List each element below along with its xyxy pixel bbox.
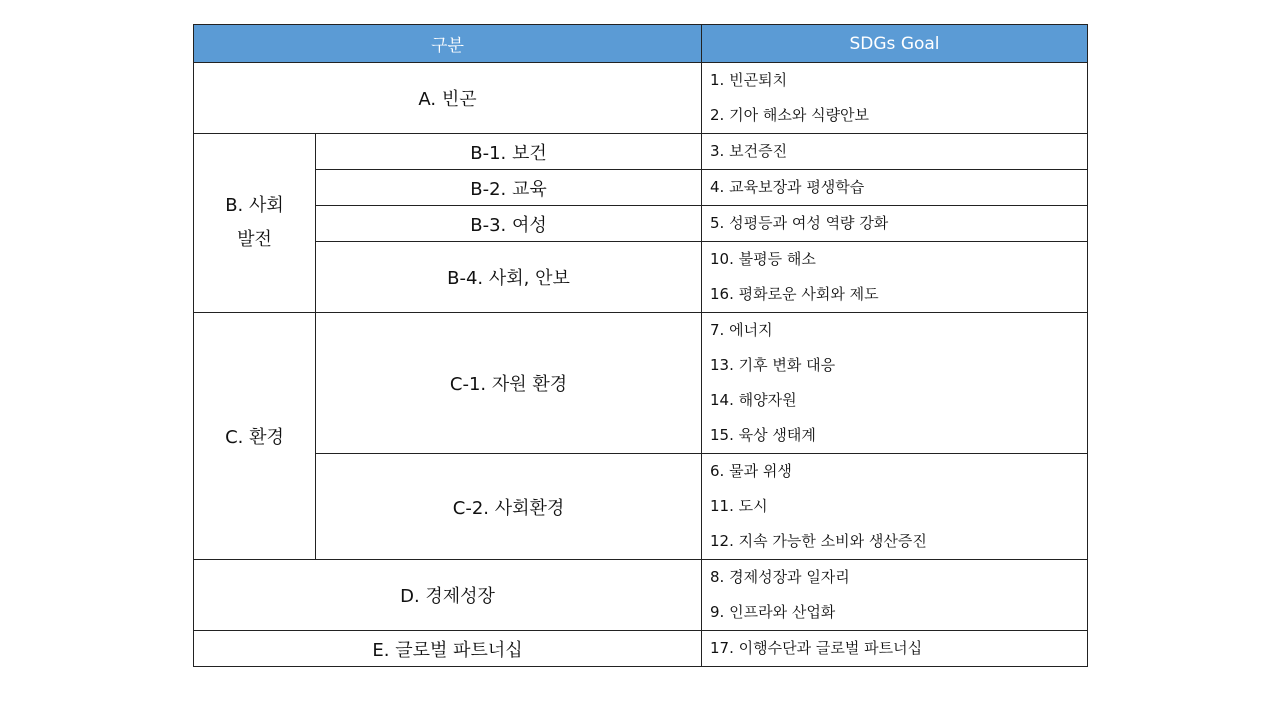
table-row [194, 170, 1088, 206]
goals-cell [702, 560, 1088, 631]
category-d-economic-growth: D. 경제성장 [194, 560, 702, 631]
table-row [194, 454, 1088, 560]
table-row [194, 242, 1088, 313]
goal-item: 4. 교육보장과 평생학습 [710, 178, 865, 196]
subcategory-c2-social-environment: C-2. 사회환경 [316, 454, 702, 560]
goal-item: 14. 해양자원 [710, 391, 797, 409]
category-label-line: 발전 [237, 229, 272, 250]
goal-item: 8. 경제성장과 일자리 [710, 568, 850, 586]
table-header-row [194, 25, 1088, 63]
goals-cell [702, 242, 1088, 313]
goal-item: 1. 빈곤퇴치 [710, 71, 788, 89]
subcategory-c1-resource-environment: C-1. 자원 환경 [316, 313, 702, 454]
table-row [194, 63, 1088, 134]
goals-cell [702, 134, 1088, 170]
category-a-poverty: A. 빈곤 [194, 63, 702, 134]
goal-item: 16. 평화로운 사회와 제도 [710, 285, 879, 303]
goals-cell [702, 454, 1088, 560]
subcategory-b1-health: B-1. 보건 [316, 134, 702, 170]
goals-cell [702, 170, 1088, 206]
subcategory-b3-women: B-3. 여성 [316, 206, 702, 242]
category-label-line: B. 사회 [225, 195, 284, 216]
goals-cell [702, 63, 1088, 134]
table-row [194, 631, 1088, 667]
table-row [194, 134, 1088, 170]
goal-item: 9. 인프라와 산업화 [710, 603, 836, 621]
sdg-mapping-table [193, 24, 1088, 667]
category-b-social-development [194, 134, 316, 313]
goals-cell [702, 313, 1088, 454]
header-sdgs-goal: SDGs Goal [702, 25, 1088, 63]
table-row [194, 560, 1088, 631]
goal-item: 3. 보건증진 [710, 142, 788, 160]
goal-item: 17. 이행수단과 글로벌 파트너십 [710, 639, 923, 657]
subcategory-b2-education: B-2. 교육 [316, 170, 702, 206]
goals-cell [702, 631, 1088, 667]
table-row [194, 206, 1088, 242]
category-c-environment: C. 환경 [194, 313, 316, 560]
goal-item: 10. 불평등 해소 [710, 250, 816, 268]
table-row [194, 313, 1088, 454]
goal-item: 15. 육상 생태계 [710, 426, 816, 444]
goal-item: 7. 에너지 [710, 321, 773, 339]
goal-item: 13. 기후 변화 대응 [710, 356, 836, 374]
goal-item: 11. 도시 [710, 497, 768, 515]
category-e-global-partnership: E. 글로벌 파트너십 [194, 631, 702, 667]
goal-item: 12. 지속 가능한 소비와 생산증진 [710, 532, 927, 550]
goals-cell [702, 206, 1088, 242]
header-category: 구분 [194, 25, 702, 63]
goal-item: 6. 물과 위생 [710, 462, 792, 480]
goal-item: 2. 기아 해소와 식량안보 [710, 106, 870, 124]
goal-item: 5. 성평등과 여성 역량 강화 [710, 214, 889, 232]
subcategory-b4-society-security: B-4. 사회, 안보 [316, 242, 702, 313]
